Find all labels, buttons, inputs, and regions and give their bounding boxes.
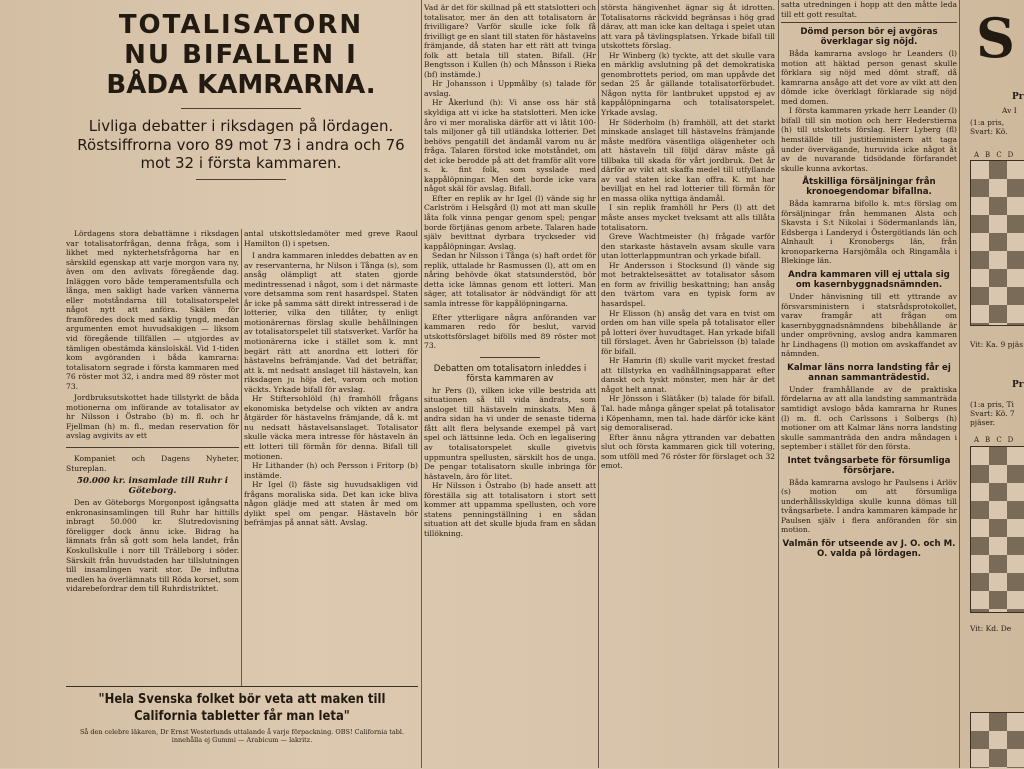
article-paragraph: I första kammaren yrkade herr Leander (l) bifall till sin motion och herr Hederstierna (h) till utskottets förslag. Herr Lyberg (fl) hemställde till justitieministern att taga under övervägande, huruvida icke något åt av de nuvarande tidsödande förfarandet skulle kunna avkortas.	[781, 106, 957, 173]
article-paragraph: Under framhållande av de praktiska fördelarna av att alla landsting sammanträda samtidigt avslogo båda kamrarna hr Runes (l) m. fl. och Carlssons i Solbergs (h) motioner om att Kalmar läns norra landsting skulle sammanträda den andra måndagen i september i stället för den första.	[781, 384, 957, 452]
article-paragraph: Greve Wachtmeister (h) frågade varför den starkaste hästaveln avsam skulle vara utan lotterlappmuntran och yrkade bifall.	[601, 232, 775, 261]
ad-title: "Hela Svenska folket bör veta att maken till California tabletter får man leta"	[98, 691, 386, 724]
article-column-5	[781, 0, 957, 768]
article-paragraph: Hr Jönsson i Slätåker (b) talade för bifall. Tal. hade många gånger spelat på totalisator i Köpenhamn, men tal. hade därför icke känt sig demoraliserad.	[601, 394, 775, 433]
headline-block	[62, 10, 420, 180]
article-paragraph: Hr Åkerlund (h): Vi anse oss här stå skyldiga att vi icke ha statslotteri. Men icke åro vi mer moraliska därför att vi låtit 100-tals miljoner gå till utländska lotterier. Det behövs pengatill det ändamål varom nu är fråga. Talaren förstod icke motståndet, om det icke berodde på att det framför allt vore s. k. fint folk, som sysslade med kappålöpningar. Men det borde icke vara något skäl för avslag. Bifall.	[424, 98, 596, 194]
column-divider	[480, 357, 540, 358]
article-paragraph: I sin replik framhöll hr Pers (l) att det måste anses mycket tveksamt att alls tillåta totalisatorn.	[601, 203, 775, 232]
article-paragraph: Båda kamrarna bifollo k. mt:s förslag om försäljningar från hemmanen Alsta och Skavsta i S:t Nikolai i Södermanlands län, Edsberga i Landeryd i Östergötlands län och Alnhault i Kronobergs län, från kronoparkerna Harsjömåla och Ringamåla i Blekinge län.	[781, 199, 957, 266]
article-paragraph: Hr Stiftersohlöld (h) framhöll frågans ekonomiska betydelse och vikten av andra åtgärder för hästavelns främjande, då k. mt nu nedsatt hästavelsanslaget. Totalisator skulle väcka mera intresse för hästaveln än ett lotteri till förmån för denna. Bifall till motionen.	[244, 394, 418, 461]
headline-divider	[181, 108, 301, 109]
chess-column	[962, 0, 1024, 768]
article-paragraph: Hr Söderholm (h) framhöll, att det starkt minskade anslaget till hästavelns främjande måste medföra väsentliga olägenheter och att hästaveln till följd därav måste gå tillbaka till skada för vårt jordbruk. Det år därför av vikt att skaffa medel till utfyllande av vad staten icke kan offra. K. mt har bevilljat en hel rad lotterier till förmån för en massa olika nyttiga ändamål.	[601, 117, 775, 203]
chess-board-1	[970, 160, 1024, 326]
article-paragraph: Under hänvisning till ett yttrande av försvarsministern i statsrådsprotokollet, varav framgår att frågan om kasernbyggnadsnämndens bibehållande är under omprövning, avslog andra kammaren hr Lindhagens (l) motion om avskaffandet av nämnden.	[781, 292, 957, 359]
article-paragraph: Hr Lithander (h) och Persson i Fritorp (b) instämde.	[244, 461, 418, 480]
article-paragraph: Hr Winberg (k) tyckte, att det skulle vara en märklig avslutning på det demokratiska genombrottets period, om man uppåvde det sedan 25 år gällande totalisatorförbudet. Någon nytta för lantbruket uppstod ej av kappålöpningarna och totalisatorspelet. Yrkade avslag.	[601, 50, 775, 118]
article-paragraph: Jordbruksutskottet hade tillstyrkt de båda motionerna om införande av totalisator av hr Nilsson i Östrabo (b) m. fl. och hr Fjellman (h) m. fl., medan reservation för avslag avgivits av ett	[66, 393, 239, 441]
chess-board-2	[970, 446, 1024, 613]
problem-label: Pr	[1012, 92, 1024, 102]
section-subheading: Andra kammaren vill ej uttala sig om kasernbyggnadsnämnden.	[788, 270, 950, 291]
article-paragraph: Hr Johansson i Uppmålby (s) talade för avslag.	[424, 79, 596, 98]
news-caption: 50.000 kr. insamlade till Ruhr i Göteborg.	[76, 476, 229, 496]
section-subheading: Intet tvångsarbete för försumliga försörjare.	[787, 455, 951, 476]
california-ad	[66, 686, 418, 769]
article-paragraph: Hr Igel (l) fäste sig huvudsakligen vid frågans moraliska sida. Det kan icke bliva någon glädje med att staten år med om dylikt spel om pengar. Hästaveln bör befrämjas på annat sätt. Avslag.	[244, 480, 418, 528]
news-paragraph: Den av Göteborgs Morgonpost igångsatta enkronasinsamlingen till Ruhr har hittills inbragt 50.000 kr. Slutredovisning föreligger dock ännu icke. Bidrag ha lämnats från så gott som hela landet, från Koskullskulle i norr till Trälleborg i söder. Särskilt från huvudstaden har tillslutningen till insamlingen varit stor. De influtna medlen ha överlämnats till Röda korset, som vidarebefordrar dem till Ruhrdistriktet.	[66, 498, 239, 594]
ad-small-print: Så den celebre läkaren, Dr Ernst Westerlunds uttalande å varje förpackning. OBS! California tabl. innehålla ej Gummi — Arabicum — lakritz.	[79, 728, 405, 744]
headline-deck: Livliga debatter i riksdagen på lördagen. Röstsiffrorna voro 89 mot 73 i andra och 76 mot 32 i första kammaren.	[77, 117, 405, 172]
headline-line-3: BÅDA KAMRARNA.	[106, 70, 376, 100]
headline-line-2: NU BIFALLEN I	[124, 40, 358, 70]
article-paragraph: Hr Hamrin (fl) skulle varit mycket frestad att tillstyrka en vadhållningsapparat efter danskt och tyskt mönster, men här är det något helt annat.	[601, 356, 775, 394]
column-rule	[598, 0, 599, 768]
article-paragraph: Hr Andersson i Stocksund (l) vände sig mot betraktelsesättet av totalisator såsom en form av frivillig beskattning; han ansåg den tvärtom vara en typisk form av hasardspel.	[601, 260, 775, 308]
article-paragraph: Sedan hr Nilsson i Tånga (s) haft ordet för replik, uttalade hr Rasmussen (l), att om en nåring behövde ökat statsunderstöd, bör detta icke lämnas genom ett lotteri. Man säger, att totalisator är nödvändigt för att samla intresse för kappålöpningarna.	[424, 251, 596, 308]
board-files: ABCD	[974, 151, 1020, 159]
column-rule	[241, 229, 242, 686]
article-paragraph: Efter ännu några yttranden var debatten slut och första kammaren gick till votering, som utföll med 76 röster för förslaget och 32 emot.	[601, 432, 775, 471]
article-paragraph: hr Pers (l), vilken icke ville bestrida att situationen så till vida ändrats, som ansloget till hästaveln minskats. Men å andra sidan ha vi under de senaste tiderna fått allt flera belysande exempel på vart spel och lättsinne leda. Och en legalisering av totalisatorspelet skulle givetvis uppmuntra spellusten, särskilt hos de unga. De pengar totalisatorn skulle inbringa för hästaveln, äro för litet.	[424, 385, 596, 481]
article-paragraph: Vad är det för skillnad på ett statslotteri och totalisator, mer än den att totalisatorn är frivilligare? Varför skulle icke folk få frivilligt ge en slant till staten för hästavelns främjande, då staten har ett rätt att tvinga folk att betala till staten. Bifall. (Hr Bengtsson i Kullen (h) och Månsson i Rieka (bf) instämde.)	[424, 3, 596, 79]
section-subheading: Valmän för utseende av J. O. och M. O. valda på lördagen.	[782, 538, 956, 559]
board-caption: Vit: Kd. De	[970, 624, 1012, 633]
headline-line-1: TOTALISATORN	[118, 10, 364, 40]
column-rule	[778, 0, 779, 768]
chess-board-3	[970, 712, 1024, 768]
column-divider	[781, 22, 957, 23]
section-subheading: Dömd person bör ej avgöras överklagar sig nöjd.	[800, 27, 938, 48]
column-rule	[959, 0, 960, 768]
board-files: ABCD	[974, 436, 1020, 444]
ad-text: Kompaniet och Dagens Nyheter, Stureplan.	[66, 454, 239, 473]
problem-label: Pr	[1012, 380, 1024, 390]
board-caption: Vit: Ka. 9 pjäs	[970, 340, 1024, 349]
problem-author: Av I	[1002, 106, 1017, 115]
article-paragraph: Hr Nilsson i Östrabo (b) hade ansett att föreställa sig att totalisatorn i stort sett kommer att uppamma spellusten, och vore statens penningställning i en sådan situation att det skulle bjuda fram en sådan tillökning.	[424, 481, 596, 538]
section-subheading: Debatten om totalisatorn inleddes i första kammaren av	[433, 363, 587, 384]
article-paragraph: Båda kamrarna avslogo hr Leanders (l) motion att häktad person genast skulle förklara sig nöjd med dömt straff, då kamrarna ansågo att det vore av vikt att den dömde icke överklagt förklarade sig nöjd med domen.	[781, 49, 957, 106]
section-subheading: Kalmar läns norra landsting får ej annan sammanträdestid.	[787, 362, 951, 383]
article-paragraph: Efter en replik av hr Igel (l) vände sig hr Carlström i Helsgård (l) mot att man skulle låta folk vinna pengar genom spel; pengar borde förtjänas genom arbete. Talaren hade själv bevittnat dyrbara tryckseder vid kappålöpningar. Avslag.	[424, 193, 596, 251]
article-column-3	[424, 3, 596, 768]
section-subheading: Åtskilliga försäljningar från kronoegendomar bifallna.	[802, 177, 936, 198]
article-paragraph: Hr Elisson (h) ansåg det vara en tvist om orden om han ville spela på totalisator eller på lotteri över huvudtaget. Han yrkade bifall till förslaget. Även hr Gabrielsson (b) talade för bifall.	[601, 308, 775, 356]
article-paragraph: satta utredningen i hopp att den måtte leda till ett gott resultat.	[781, 0, 957, 19]
deck-divider	[196, 179, 286, 180]
problem-award: (1:a pris, Ti Svart: Kö. 7 pjäser.	[970, 400, 1015, 427]
column-rule	[421, 0, 422, 768]
article-paragraph: I andra kammaren inleddes debatten av en av reservanterna, hr Nilson i Tånga (s), som ansåg olämpligt att staten gjorde medintressenad i något, som i det närmaste vore detsamma som rent hasardspel. Staten år icke på samma sätt direkt intresserad i de lotterier, vilka den tillåter, ty enligt motionärernas förslag skulle behållningen av totalisatorspelet till statsverket. Varför ha motionärerna icke i stället som k. mnt begärt rätt att anordna ett lotteri för hästavelns befrämjande. Vad det beträffar, att k. mt nedsatt anslaget till hästaveln, kan riksdagen ju höja det, varom och motion väckts. Yrkade bifall för avslag.	[244, 251, 418, 394]
column-divider	[66, 447, 239, 448]
article-paragraph: Efter ytterligare några anföranden var kammaren redo för beslut, varvid utskottsförslaget bifölls med 89 röster mot 73.	[424, 312, 596, 351]
chess-logo: S	[976, 6, 1015, 70]
article-column-2	[244, 229, 418, 689]
article-intro: Lördagens stora debattämne i riksdagen var totalisatorfrågan, denna fråga, som i likhet med nykterhetsfrågorna har en särskild egenskap att varje morgon vara ny, även om den avlivats föregående dag. Inläggen voro både temperamentsfulla och långa, men sakligt hade varken vännerna eller motståndarna till totalisatorspelet något nytt att anföra. Skälen för framföredes dock med saklig tyngd, medan argumenten emot huvudsakigen — liksom vid föregående tillfällen — utgjordes av tämligen obestämda känslolskäl. Vid 1-tiden kom avgöranden i båda kamrarna: totalisatorn segrade i första kammaren med 76 röster mot 32, i andra med 89 röster mot 73.	[66, 229, 239, 391]
problem-award: (1:a pris, Svart: Kö.	[970, 118, 1008, 136]
article-paragraph: Båda kamrarna avslogo hr Paulsens i Arlöv (s) motion om att försumliga underhållsskyldiga skulle kunna dömas till tvångsarbete. I andra kammaren kämpade hr Paulsen själv i flera anföranden för sin motion.	[781, 477, 957, 535]
article-column-4	[601, 3, 775, 768]
article-paragraph: största hängivenhet ägnar sig åt idrotten. Totalisatorns räckvidd begränsas i hög grad därav, att man icke kan deltaga i spelet utan att vara på tävlingsplatsen. Yrkade bifall till utskottets förslag.	[601, 3, 775, 51]
article-paragraph: antal utskottsledamöter med greve Raoul Hamilton (l) i spetsen.	[244, 229, 418, 248]
